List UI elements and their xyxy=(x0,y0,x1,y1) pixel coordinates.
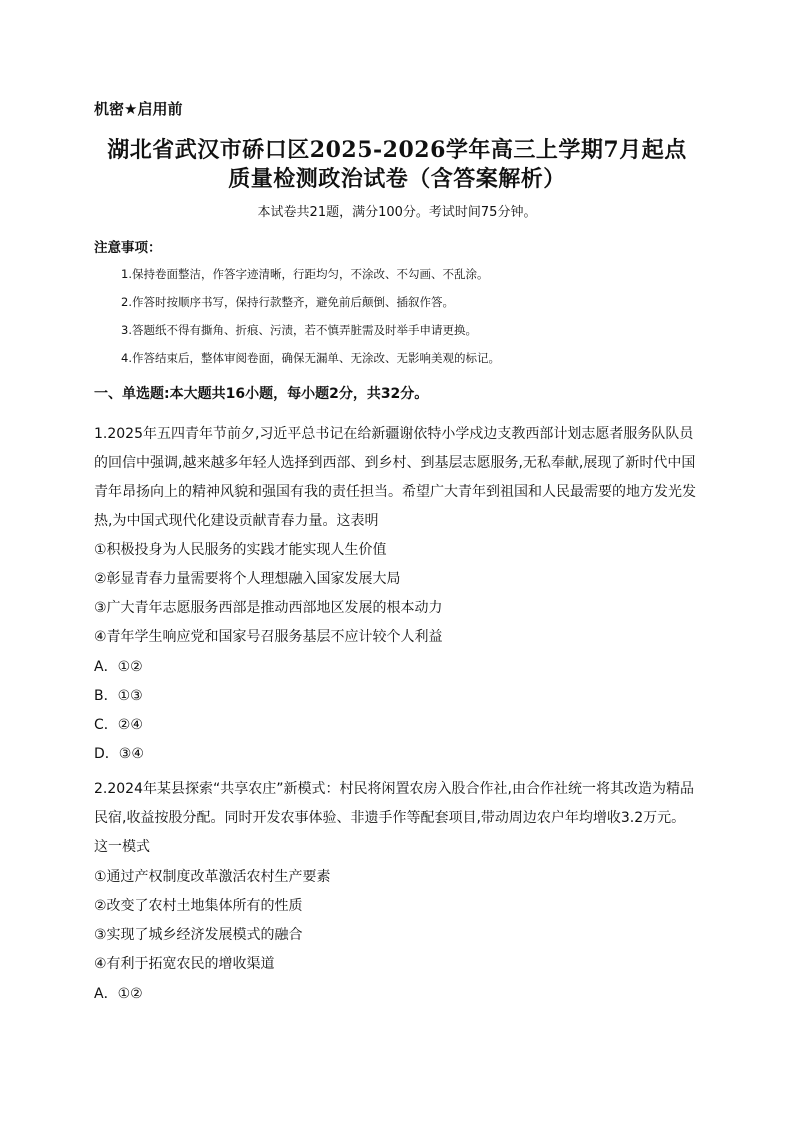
exam-info: 本试卷共21题，满分100分。考试时间75分钟。 xyxy=(257,205,537,220)
confidential-mark: 机密★启用前 xyxy=(94,100,183,118)
question-2-statement: ①通过产权制度改革激活农村生产要素 xyxy=(94,869,331,885)
notice-item: 4.作答结束后，整体审阅卷面，确保无漏单、无涂改、无影响美观的标记。 xyxy=(121,351,500,365)
question-2-choice-a: A．①② xyxy=(94,986,143,1002)
question-1-stem: 1.2025年五四青年节前夕,习近平总书记在给新疆谢依特小学戍边支教西部计划志愿者服务队队员 xyxy=(94,426,694,442)
question-1-stem: 热,为中国式现代化建设贡献青春力量。这表明 xyxy=(94,513,379,529)
question-2-statement: ③实现了城乡经济发展模式的融合 xyxy=(94,927,303,943)
notice-item: 3.答题纸不得有撕角、折痕、污渍，若不慎弄脏需及时举手申请更换。 xyxy=(121,323,477,337)
question-1-statement: ④青年学生响应党和国家号召服务基层不应计较个人利益 xyxy=(94,629,443,645)
question-1-choice-c: C．②④ xyxy=(94,717,143,733)
notice-item: 1.保持卷面整洁，作答字迹清晰，行距均匀，不涂改、不勾画、不乱涂。 xyxy=(121,267,489,281)
question-1-stem: 的回信中强调,越来越多年轻人选择到西部、到乡村、到基层志愿服务,无私奉献,展现了新时代中国 xyxy=(94,455,696,471)
question-2-stem: 2.2024年某县探索“共享农庄”新模式：村民将闲置农房入股合作社,由合作社统一将其改造为精品 xyxy=(94,781,694,797)
question-1-stem: 青年昂扬向上的精神风貌和强国有我的责任担当。希望广大青年到祖国和人民最需要的地方发光发 xyxy=(94,484,696,500)
question-2-statement: ④有利于拓宽农民的增收渠道 xyxy=(94,956,275,972)
notice-heading: 注意事项： xyxy=(94,240,162,256)
question-1-choice-a: A．①② xyxy=(94,659,143,675)
exam-title-line-1: 湖北省武汉市硚口区2025-2026学年高三上学期7月起点 xyxy=(107,137,687,163)
section-heading: 一、单选题:本大题共16小题，每小题2分，共32分。 xyxy=(94,386,429,402)
question-1-statement: ①积极投身为人民服务的实践才能实现人生价值 xyxy=(94,542,387,558)
question-2-statement: ②改变了农村土地集体所有的性质 xyxy=(94,898,303,914)
question-1-statement: ③广大青年志愿服务西部是推动西部地区发展的根本动力 xyxy=(94,600,443,616)
question-1-statement: ②彰显青春力量需要将个人理想融入国家发展大局 xyxy=(94,571,401,587)
notice-item: 2.作答时按顺序书写，保持行款整齐，避免前后颠倒、插叙作答。 xyxy=(121,295,454,309)
question-1-choice-b: B．①③ xyxy=(94,688,143,704)
exam-title-line-2: 质量检测政治试卷（含答案解析） xyxy=(228,166,566,192)
question-2-stem: 民宿,收益按股分配。同时开发农事体验、非遗手作等配套项目,带动周边农户年均增收3.2万元。 xyxy=(94,810,686,826)
question-2-stem: 这一模式 xyxy=(94,839,150,855)
question-1-choice-d: D．③④ xyxy=(94,746,144,762)
